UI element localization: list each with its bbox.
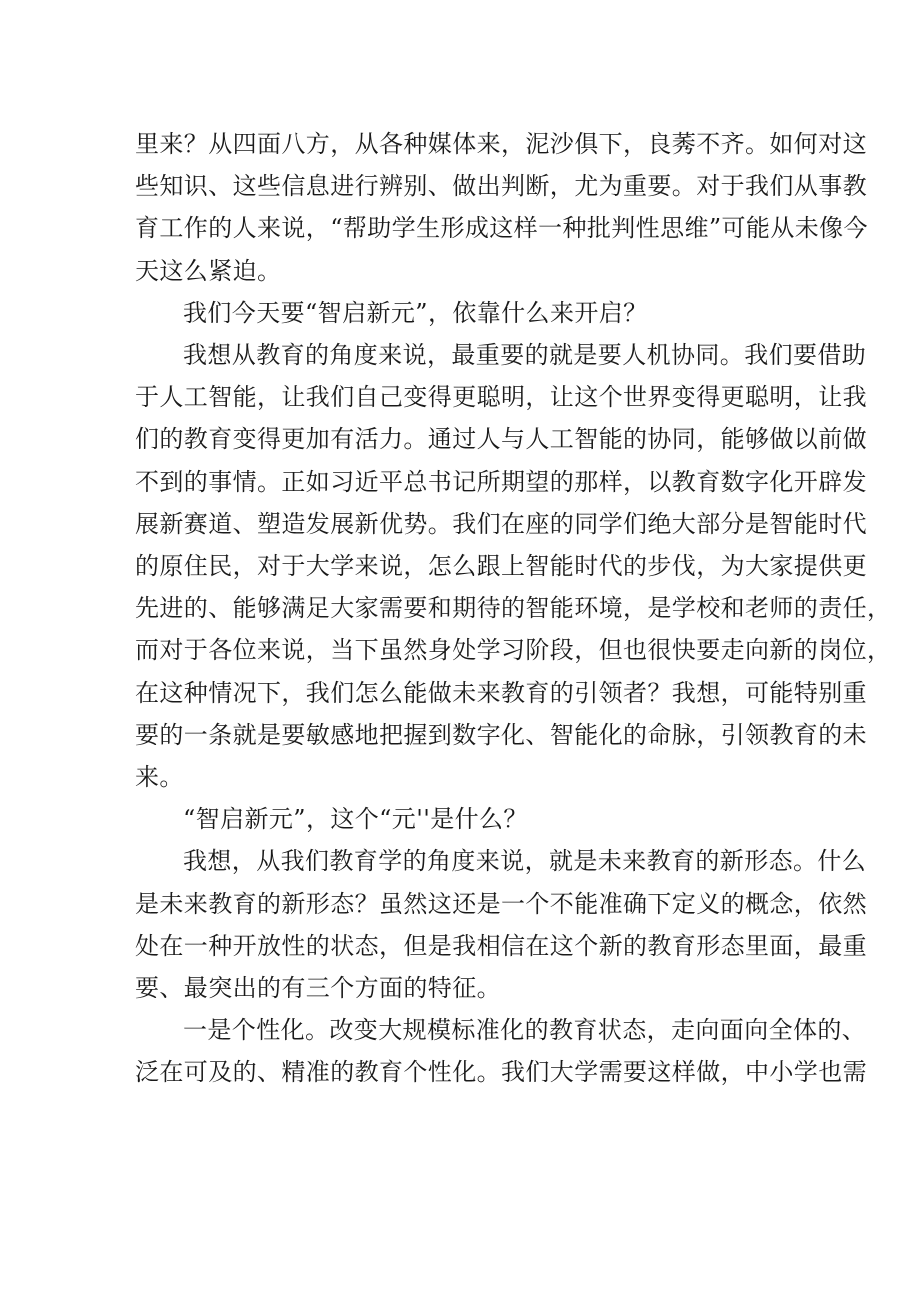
text-line: 天这么紧迫。: [135, 256, 282, 285]
text-line: 我们今天要“智启新元”，依靠什么来开启？: [183, 298, 648, 327]
text-line: 泛在可及的、精准的教育个性化。我们大学需要这样做，中小学也需: [135, 1058, 867, 1087]
paragraph-2: [135, 292, 795, 334]
text-line: 要的一条就是要敏感地把握到数字化、智能化的命脉，引领教育的未: [135, 720, 867, 749]
text-line: “智启新元”，这个“元''是什么？: [183, 805, 528, 834]
text-line: 们的教育变得更加有活力。通过人与人工智能的协同，能够做以前做: [135, 425, 867, 454]
document-body: [135, 123, 892, 1094]
text-line: 展新赛道、塑造发展新优势。我们在座的同学们绝大部分是智能时代: [135, 509, 867, 538]
text-line: 于人工智能，让我们自己变得更聪明，让这个世界变得更聪明，让我: [135, 383, 867, 412]
text-line: 的原住民，对于大学来说，怎么跟上智能时代的步伐，为大家提供更: [135, 552, 867, 581]
text-line: 育工作的人来说，“帮助学生形成这样一种批判性思维”可能从未像今: [135, 214, 868, 243]
text-line: 先进的、能够满足大家需要和期待的智能环境，是学校和老师的责任，: [135, 594, 892, 623]
paragraph-1: [135, 123, 868, 292]
paragraph-4: [135, 798, 795, 840]
paragraph-5: [135, 840, 867, 1009]
text-line: 不到的事情。正如习近平总书记所期望的那样，以教育数字化开辟发: [135, 467, 867, 496]
text-line: 在这种情况下，我们怎么能做未来教育的引领者？我想，可能特别重: [135, 678, 867, 707]
text-line: 处在一种开放性的状态，但是我相信在这个新的教育形态里面，最重: [135, 931, 867, 960]
text-line: 我想，从我们教育学的角度来说，就是未来教育的新形态。什么: [183, 847, 867, 876]
text-line: 里来？从四面八方，从各种媒体来，泥沙俱下，良莠不齐。如何对这: [135, 130, 867, 158]
text-line: 要、最突出的有三个方面的特征。: [135, 974, 501, 1003]
text-line: 是未来教育的新形态？虽然这还是一个不能准确下定义的概念，依然: [135, 889, 867, 918]
paragraph-3: [135, 334, 892, 798]
text-line: 而对于各位来说，当下虽然身处学习阶段，但也很快要走向新的岗位，: [135, 636, 892, 665]
text-line: 来。: [135, 763, 184, 792]
paragraph-6: [135, 1009, 867, 1093]
text-line: 些知识、这些信息进行辨别、做出判断，尤为重要。对于我们从事教: [135, 172, 867, 201]
text-line: 一是个性化。改变大规模标准化的教育状态，走向面向全体的、: [183, 1016, 867, 1045]
text-line: 我想从教育的角度来说，最重要的就是要人机协同。我们要借助: [183, 341, 867, 370]
